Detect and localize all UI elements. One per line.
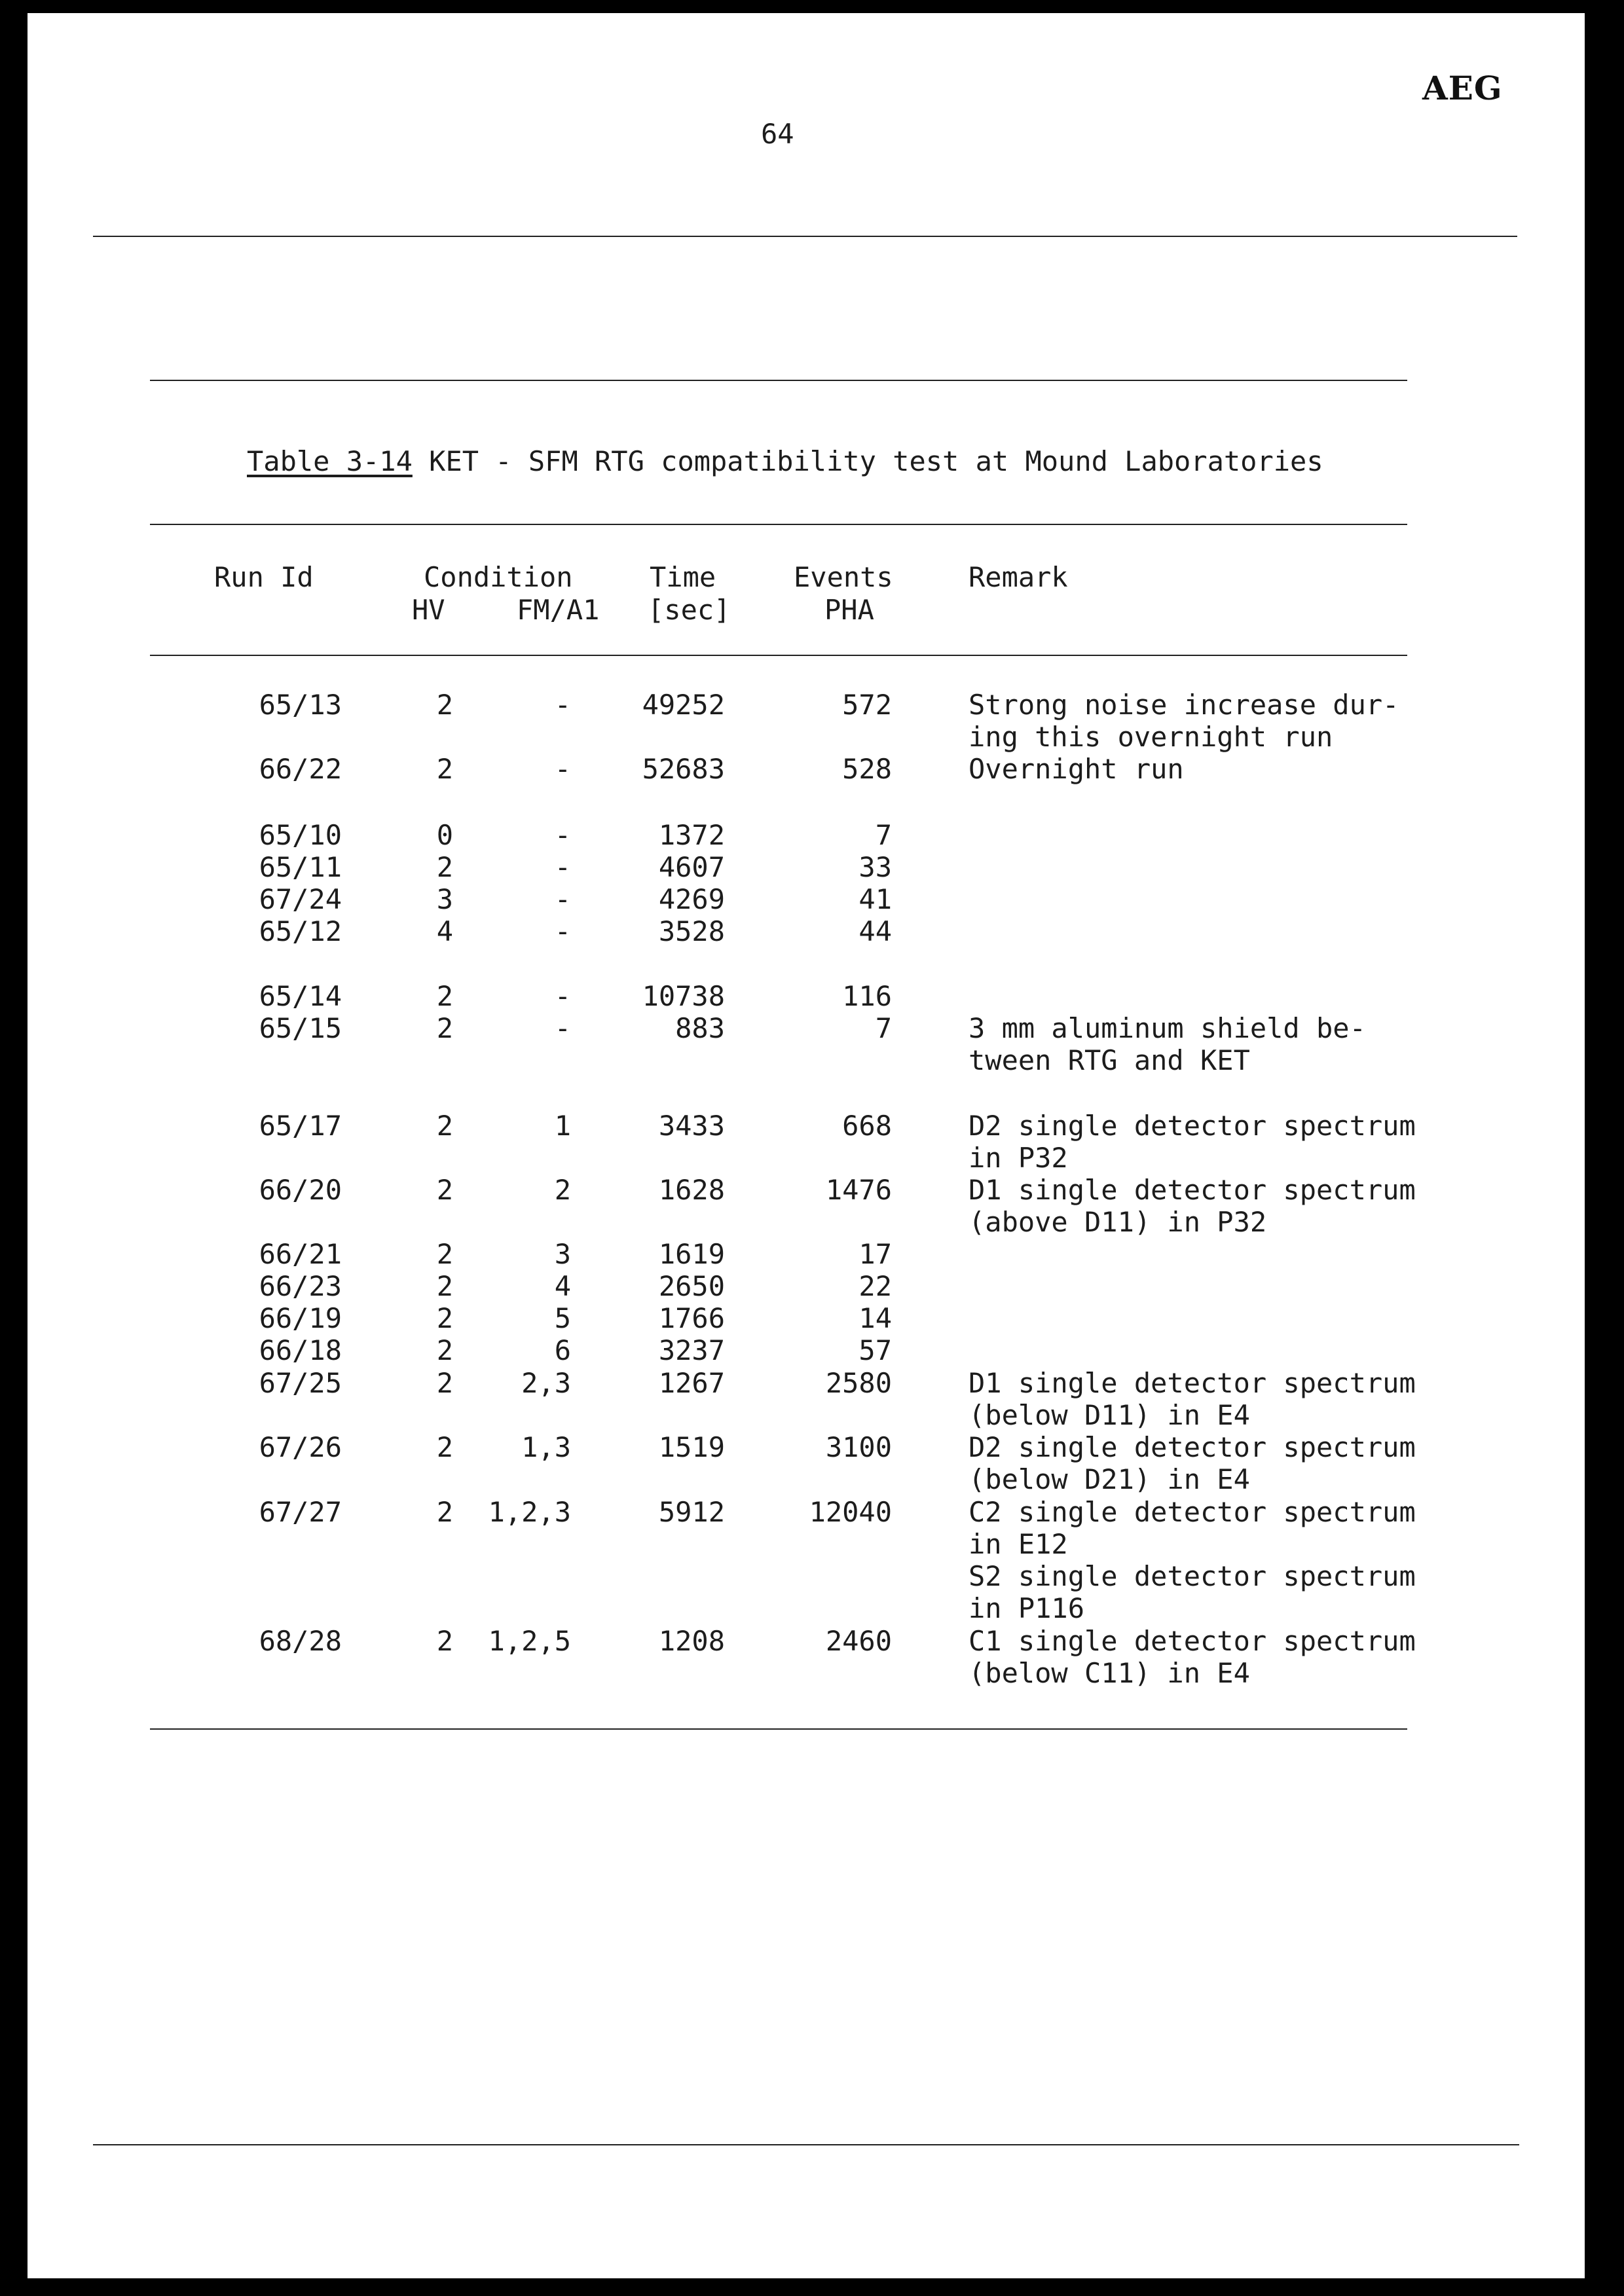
cell-hv: 4 [436, 915, 453, 947]
cell-events: 7 [875, 1012, 892, 1044]
cell-run-id: 67/24 [259, 883, 342, 915]
cell-run-id: 67/27 [259, 1496, 342, 1528]
cell-remark-line: (below C11) in E4 [969, 1657, 1250, 1689]
cell-time: 2650 [658, 1270, 725, 1302]
header-events: Events [794, 561, 893, 593]
cell-fm-a1: 2 [554, 1174, 571, 1206]
cell-remark-line: D1 single detector spectrum [969, 1174, 1416, 1206]
cell-hv: 2 [436, 1174, 453, 1206]
cell-events: 528 [842, 753, 892, 785]
cell-hv: 2 [436, 689, 453, 721]
cell-fm-a1: 3 [554, 1238, 571, 1270]
cell-time: 52683 [642, 753, 725, 785]
cell-fm-a1: 1,3 [521, 1431, 571, 1463]
footer-rule [93, 2144, 1519, 2145]
cell-fm-a1: - [554, 689, 571, 721]
header-hv: HV [412, 594, 445, 626]
cell-fm-a1: 6 [554, 1334, 571, 1366]
cell-remark-line: C2 single detector spectrum [969, 1496, 1416, 1528]
cell-fm-a1: - [554, 883, 571, 915]
cell-hv: 0 [436, 819, 453, 851]
cell-events: 572 [842, 689, 892, 721]
cell-fm-a1: - [554, 915, 571, 947]
cell-fm-a1: - [554, 819, 571, 851]
cell-hv: 2 [436, 1012, 453, 1044]
table-bottom-rule [150, 1728, 1407, 1730]
cell-run-id: 66/18 [259, 1334, 342, 1366]
company-logo: AEG [1422, 69, 1503, 107]
cell-events: 2460 [825, 1625, 892, 1657]
cell-time: 5912 [658, 1496, 725, 1528]
cell-run-id: 68/28 [259, 1625, 342, 1657]
cell-events: 14 [858, 1302, 892, 1334]
cell-hv: 2 [436, 753, 453, 785]
table-caption [247, 445, 1323, 477]
cell-remark-line: (below D21) in E4 [969, 1463, 1250, 1495]
cell-remark-line: D2 single detector spectrum [969, 1431, 1416, 1463]
cell-run-id: 66/19 [259, 1302, 342, 1334]
cell-events: 57 [858, 1334, 892, 1366]
cell-time: 3433 [658, 1110, 725, 1142]
cell-remark-line: in E12 [969, 1528, 1068, 1560]
cell-run-id: 66/23 [259, 1270, 342, 1302]
cell-fm-a1: 5 [554, 1302, 571, 1334]
cell-remark-line: in P32 [969, 1142, 1068, 1174]
cell-fm-a1: 1,2,3 [488, 1496, 571, 1528]
cell-events: 41 [858, 883, 892, 915]
cell-events: 12040 [809, 1496, 892, 1528]
cell-time: 1628 [658, 1174, 725, 1206]
header-condition: Condition [424, 561, 573, 593]
header-rule-bottom [150, 655, 1407, 656]
cell-run-id: 65/11 [259, 851, 342, 883]
cell-fm-a1: 1,2,5 [488, 1625, 571, 1657]
cell-remark-line: S2 single detector spectrum [969, 1560, 1416, 1592]
cell-run-id: 65/12 [259, 915, 342, 947]
cell-fm-a1: - [554, 980, 571, 1012]
cell-remark-line: C1 single detector spectrum [969, 1625, 1416, 1657]
cell-remark-line: ing this overnight run [969, 721, 1333, 753]
header-time: Time [650, 561, 716, 593]
cell-run-id: 67/25 [259, 1367, 342, 1399]
cell-run-id: 66/22 [259, 753, 342, 785]
table-top-rule [150, 380, 1407, 381]
cell-hv: 2 [436, 851, 453, 883]
cell-remark-line: D1 single detector spectrum [969, 1367, 1416, 1399]
cell-remark-line: Strong noise increase dur- [969, 689, 1399, 721]
page-number: 64 [761, 118, 794, 150]
cell-hv: 2 [436, 1496, 453, 1528]
cell-run-id: 65/10 [259, 819, 342, 851]
cell-run-id: 65/17 [259, 1110, 342, 1142]
cell-events: 22 [858, 1270, 892, 1302]
cell-hv: 2 [436, 1625, 453, 1657]
cell-run-id: 65/14 [259, 980, 342, 1012]
cell-hv: 3 [436, 883, 453, 915]
header-fm-a1: FM/A1 [517, 594, 600, 626]
cell-events: 17 [858, 1238, 892, 1270]
cell-fm-a1: 2,3 [521, 1367, 571, 1399]
cell-time: 49252 [642, 689, 725, 721]
caption-rule [150, 524, 1407, 525]
cell-run-id: 65/13 [259, 689, 342, 721]
cell-time: 10738 [642, 980, 725, 1012]
cell-remark-line: 3 mm aluminum shield be- [969, 1012, 1366, 1044]
cell-events: 44 [858, 915, 892, 947]
cell-events: 3100 [825, 1431, 892, 1463]
cell-events: 2580 [825, 1367, 892, 1399]
cell-time: 3237 [658, 1334, 725, 1366]
header-time-unit: [sec] [648, 594, 731, 626]
cell-remark-line: tween RTG and KET [969, 1044, 1250, 1076]
cell-fm-a1: 4 [554, 1270, 571, 1302]
header-run-id: Run Id [214, 561, 314, 593]
header-events-pha: PHA [824, 594, 874, 626]
cell-fm-a1: - [554, 851, 571, 883]
header-rule [93, 236, 1517, 237]
cell-fm-a1: - [554, 753, 571, 785]
cell-run-id: 67/26 [259, 1431, 342, 1463]
cell-remark-line: in P116 [969, 1592, 1085, 1624]
cell-remark-line: D2 single detector spectrum [969, 1110, 1416, 1142]
cell-time: 883 [675, 1012, 725, 1044]
cell-fm-a1: 1 [554, 1110, 571, 1142]
table-caption-label: Table 3-14 [247, 445, 413, 477]
cell-events: 7 [875, 819, 892, 851]
cell-run-id: 66/20 [259, 1174, 342, 1206]
cell-fm-a1: - [554, 1012, 571, 1044]
cell-hv: 2 [436, 1110, 453, 1142]
cell-hv: 2 [436, 1270, 453, 1302]
cell-time: 4269 [658, 883, 725, 915]
cell-hv: 2 [436, 1238, 453, 1270]
cell-run-id: 66/21 [259, 1238, 342, 1270]
cell-time: 1766 [658, 1302, 725, 1334]
cell-time: 3528 [658, 915, 725, 947]
cell-hv: 2 [436, 1334, 453, 1366]
cell-events: 33 [858, 851, 892, 883]
cell-events: 668 [842, 1110, 892, 1142]
cell-hv: 2 [436, 1302, 453, 1334]
cell-time: 1267 [658, 1367, 725, 1399]
cell-remark-line: (below D11) in E4 [969, 1399, 1250, 1431]
cell-time: 1519 [658, 1431, 725, 1463]
cell-events: 1476 [825, 1174, 892, 1206]
table-caption-text: KET - SFM RTG compatibility test at Mound Laboratories [412, 445, 1323, 477]
cell-hv: 2 [436, 980, 453, 1012]
cell-remark-line: Overnight run [969, 753, 1184, 785]
cell-hv: 2 [436, 1367, 453, 1399]
cell-hv: 2 [436, 1431, 453, 1463]
document-page [28, 13, 1585, 2278]
cell-time: 1372 [658, 819, 725, 851]
cell-run-id: 65/15 [259, 1012, 342, 1044]
cell-events: 116 [842, 980, 892, 1012]
header-remark: Remark [969, 561, 1068, 593]
cell-remark-line: (above D11) in P32 [969, 1206, 1267, 1238]
cell-time: 4607 [658, 851, 725, 883]
cell-time: 1208 [658, 1625, 725, 1657]
cell-time: 1619 [658, 1238, 725, 1270]
